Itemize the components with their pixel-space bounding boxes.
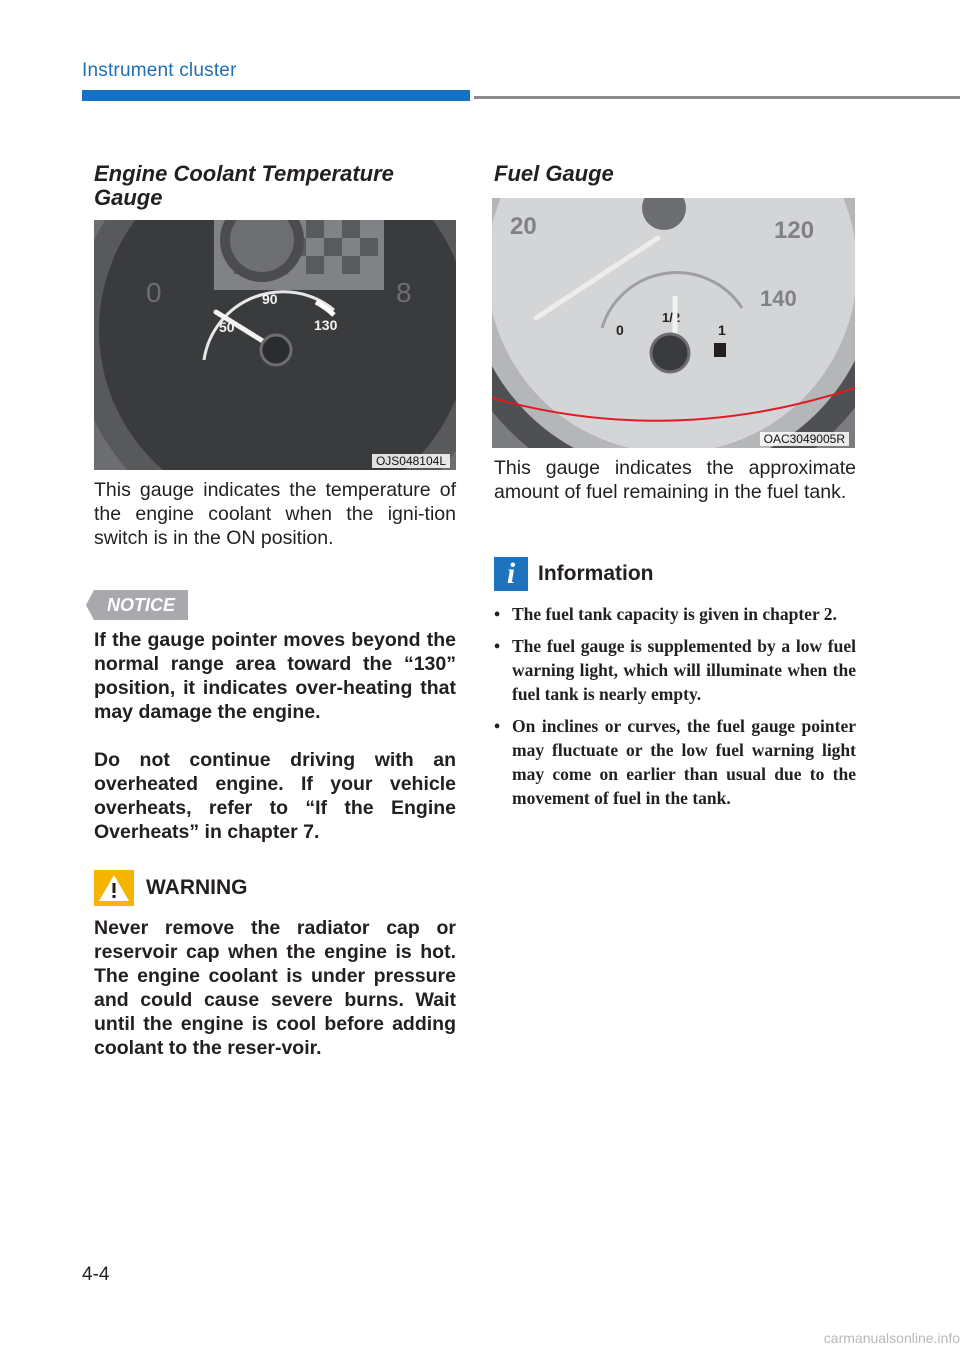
- warning-text: Never remove the radiator cap or reservoir cap when the engine is hot. The engine coolant is under pressure and could cause severe burns. Wait until the engine is cool before adding coolant to the reser-voir.: [94, 917, 456, 1059]
- fuel-label-empty: 0: [616, 322, 624, 338]
- coolant-description: This gauge indicates the temperature of the engine coolant when the igni-tion switch is in the ON position.: [94, 479, 456, 549]
- warning-icon: [94, 870, 134, 906]
- coolant-label-90: 90: [262, 291, 278, 307]
- information-bullet-3: • On inclines or curves, the fuel gauge pointer may fluctuate or the low fuel warning light may come on earlier than usual due to the movement of fuel in the tank.: [494, 714, 856, 810]
- fuel-gauge-photo: [492, 198, 855, 448]
- fuel-label-full: 1: [718, 322, 726, 338]
- information-icon: i: [494, 557, 528, 591]
- information-list: [494, 602, 856, 818]
- page-number: 4-4: [82, 1264, 110, 1285]
- warning-label: WARNING: [146, 876, 248, 899]
- fuel-label-half: 1/2: [662, 310, 681, 325]
- svg-text:8: 8: [396, 277, 412, 308]
- notice-paragraph-2: Do not continue driving with an overheated engine. If your vehicle overheats, refer to “If the Engine Overheats” in chapter 7.: [94, 749, 456, 843]
- information-bullet-2: • The fuel gauge is supplemented by a low fuel warning light, which will illuminate when the fuel tank is nearly empty.: [494, 634, 856, 706]
- svg-text:20: 20: [510, 213, 537, 240]
- coolant-gauge-photo: [94, 220, 456, 470]
- fuel-heading: Fuel Gauge: [494, 161, 614, 186]
- watermark: carmanualsonline.info: [823, 1330, 960, 1346]
- information-bullet-1: • The fuel tank capacity is given in chapter 2.: [494, 602, 856, 626]
- svg-text:120: 120: [774, 217, 815, 244]
- coolant-heading: Engine Coolant Temperature Gauge: [94, 161, 394, 210]
- header-rule: [474, 96, 960, 99]
- coolant-label-130: 130: [314, 317, 338, 333]
- information-label: Information: [538, 562, 654, 585]
- section-title: Instrument cluster: [82, 60, 237, 81]
- warning-header: [94, 870, 248, 906]
- coolant-photo-code: OJS048104L: [372, 454, 450, 468]
- fuel-description: This gauge indicates the approximate amount of fuel remaining in the fuel tank.: [494, 457, 856, 503]
- svg-text:140: 140: [760, 286, 797, 311]
- notice-paragraph-1: If the gauge pointer moves beyond the normal range area toward the “130” position, it indicates over-heating that may damage the engine.: [94, 629, 456, 723]
- information-header: [494, 556, 654, 592]
- fuel-photo-code: OAC3049005R: [760, 432, 849, 446]
- svg-text:0: 0: [146, 277, 162, 308]
- coolant-label-50: 50: [219, 319, 235, 335]
- header-bar-accent: [82, 90, 470, 101]
- notice-tag: NOTICE: [94, 590, 188, 620]
